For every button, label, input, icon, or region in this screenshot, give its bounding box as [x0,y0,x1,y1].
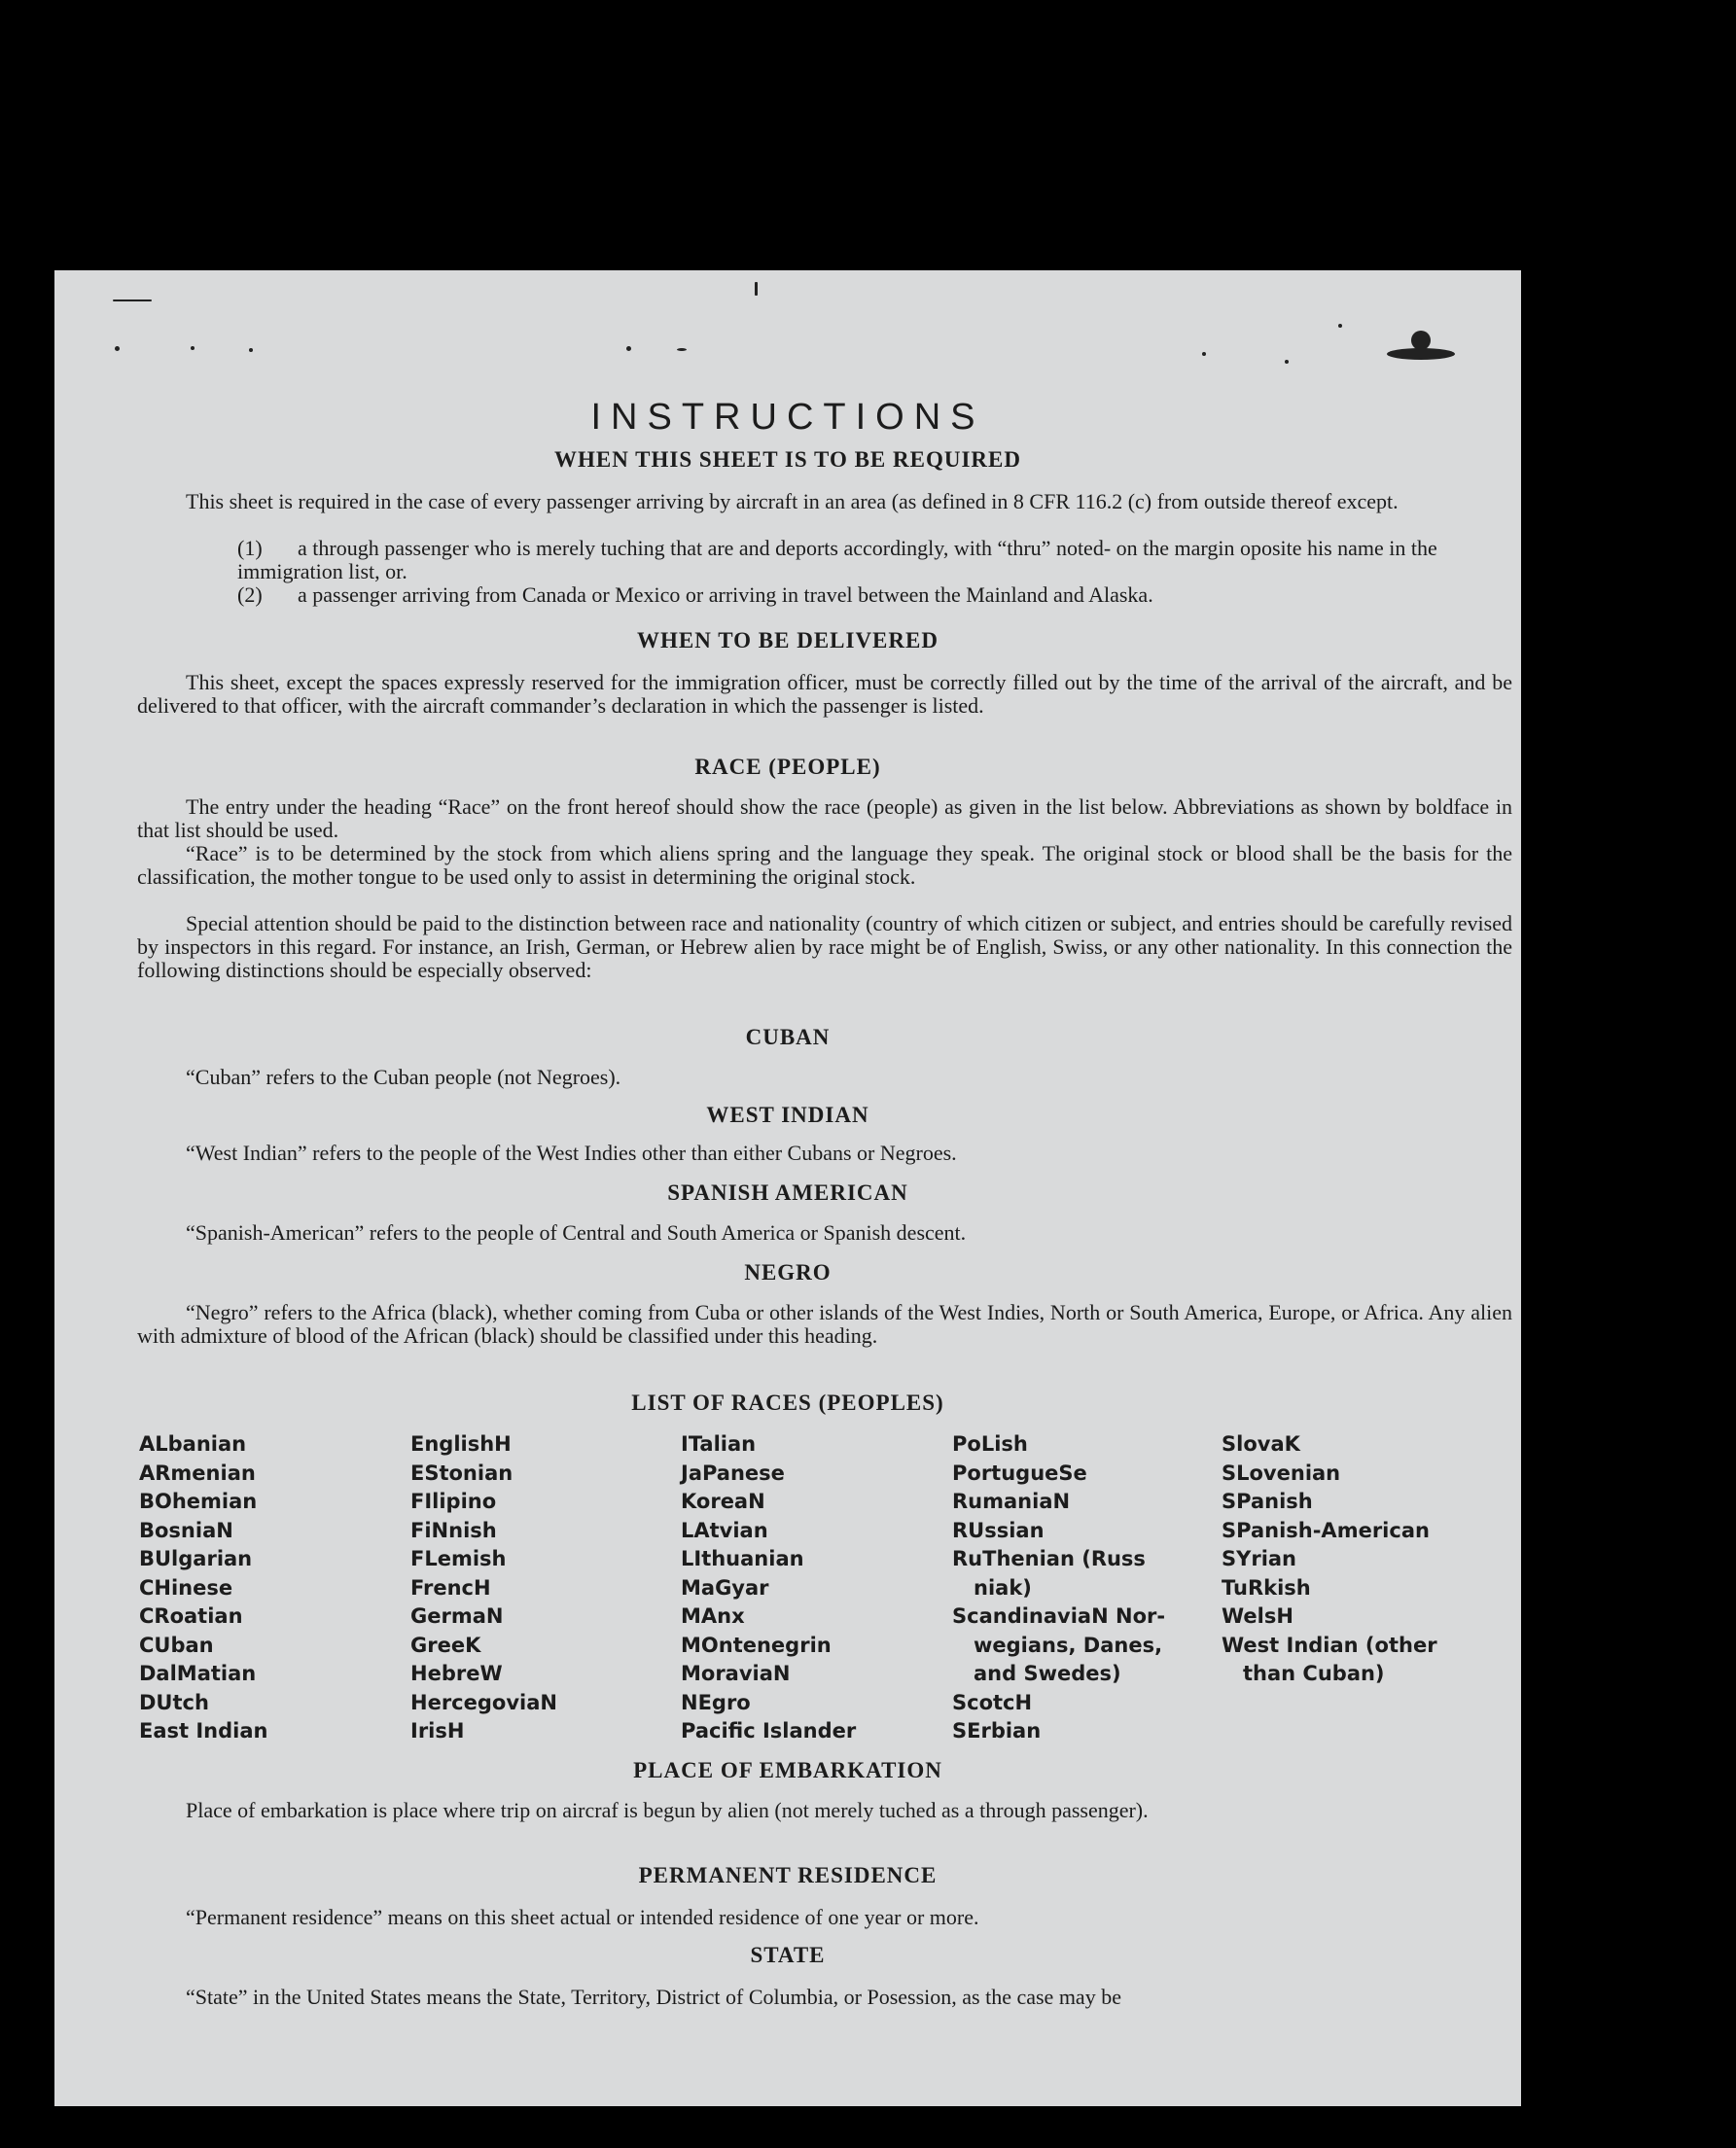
scan-speck [1202,352,1206,356]
heading-when-required: WHEN THIS SHEET IS TO BE REQUIRED [554,447,1021,472]
heading-west-indian: WEST INDIAN [706,1103,869,1127]
race-item: East Indian [139,1719,268,1743]
paragraph-race-1: The entry under the heading “Race” on the front hereof should show the race (people) as given in the list below. Abbreviations as shown by boldface in that list should be used. [137,794,1512,842]
heading-permanent-residence: PERMANENT RESIDENCE [638,1863,938,1887]
race-item: GermaN [410,1604,504,1628]
race-item: SPanish-American [1222,1518,1430,1542]
race-item: RuThenian (Russ [952,1547,1146,1570]
race-item: HercegoviaN [410,1690,557,1714]
race-item: RumaniaN [952,1490,1071,1513]
race-item: GreeK [410,1633,481,1657]
scan-speck [626,346,631,351]
item-text: a through passenger who is merely tuching that are and deports accordingly, with “thru” noted- on the margin oposite his name in the immigration list, or. [237,536,1437,583]
race-item: FiNnish [410,1518,497,1542]
race-column [410,1430,673,1746]
heading-list-of-races: LIST OF RACES (PEOPLES) [631,1391,944,1415]
race-item: FLemish [410,1547,507,1570]
paragraph-permanent-residence: “Permanent residence” means on this sheet actual or intended residence of one year or more. [186,1905,979,1929]
scan-speck [249,348,253,352]
race-item: LAtvian [681,1518,768,1542]
scan-speck [1285,360,1289,364]
race-item: HebreW [410,1662,503,1685]
race-item: BOhemian [139,1490,258,1513]
race-item: NEgro [681,1690,751,1714]
race-column [139,1430,402,1746]
race-item: ARmenian [139,1461,256,1485]
scan-speck [113,299,152,301]
page-title: INSTRUCTIONS [590,397,985,438]
race-item: BUlgarian [139,1547,253,1570]
race-item: ScotcH [952,1690,1033,1714]
scan-speck [677,348,687,351]
race-item: KoreaN [681,1490,765,1513]
race-item: EStonian [410,1461,514,1485]
race-item: CUban [139,1633,214,1657]
race-item: than Cuban) [1243,1662,1385,1685]
list-item [237,583,1511,607]
paragraph-state: “State” in the United States means the State, Territory, District of Columbia, or Posession, as the case may be [186,1985,1121,2009]
paragraph-when-delivered: This sheet, except the spaces expressly reserved for the immigration officer, must be correctly filled out by the time of the arrival of the aircraft, and be delivered to that officer, with the aircraft commander’s declaration in which the passenger is listed. [137,670,1512,718]
paragraph-embarkation: Place of embarkation is place where trip on aircraf is begun by alien (not merely tuched as a through passenger). [186,1798,1149,1822]
scan-speck [1338,324,1342,328]
paragraph-when-required: This sheet is required in the case of every passenger arriving by aircraft in an area (as defined in 8 CFR 116.2 (c) from outside thereof except. [186,489,1399,513]
race-item: DalMatian [139,1662,257,1685]
race-item: West Indian (other [1222,1633,1437,1657]
paragraph-negro: “Negro” refers to the Africa (black), whether coming from Cuba or other islands of the West Indies, North or South America, Europe, or Africa. Any alien with admixture of blood of the African (black) should be classified under this heading. [137,1300,1512,1348]
race-item: and Swedes) [974,1662,1121,1685]
race-item: TuRkish [1222,1575,1311,1600]
paragraph-race-2: “Race” is to be determined by the stock from which aliens spring and the language they speak. The original stock or blood shall be the basis for the classification, the mother tongue to be used only to assist in determining the original stock. [137,841,1512,889]
race-item: SPanish [1222,1490,1313,1513]
paragraph-west-indian: “West Indian” refers to the people of the West Indies other than either Cubans or Negroes. [186,1141,957,1165]
scan-speck [755,282,758,296]
instruction-sheet [54,270,1521,2106]
scan-speck [191,346,195,350]
item-number: (1) [237,536,263,560]
heading-negro: NEGRO [744,1260,832,1285]
race-column [681,1430,943,1746]
race-item: MAnx [681,1604,745,1628]
race-item: MoraviaN [681,1662,791,1685]
race-item: BosniaN [139,1518,233,1542]
race-item: PortugueSe [952,1461,1087,1485]
race-item: LIthuanian [681,1547,804,1570]
race-item: niak) [974,1575,1032,1600]
race-item: CHinese [139,1575,233,1600]
scan-speck [115,346,120,351]
race-item: JaPanese [681,1461,785,1485]
item-text: a passenger arriving from Canada or Mexico or arriving in travel between the Mainland and Alaska. [298,582,1153,607]
paragraph-spanish-american: “Spanish-American” refers to the people of Central and South America or Spanish descent. [186,1220,967,1245]
item-number: (2) [237,582,263,607]
race-item: Pacific Islander [681,1719,857,1743]
race-column [1222,1430,1484,1689]
race-item: MaGyar [681,1575,769,1600]
list-item [237,537,1511,583]
race-item: SErbian [952,1719,1042,1743]
race-item: SlovaK [1222,1432,1300,1456]
race-item: ScandinaviaN Nor- [952,1604,1166,1628]
paragraph-race-3: Special attention should be paid to the distinction between race and nationality (country of which citizen or subject, and entries should be carefully revised by inspectors in this regard. For instance, an Irish, German, or Hebrew alien by race might be of English, Swiss, or any other nationality. In this connection the following distinctions should be especially observed: [137,911,1512,982]
heading-cuban: CUBAN [745,1025,831,1049]
race-item: wegians, Danes, [974,1633,1163,1657]
race-column [952,1430,1215,1746]
heading-spanish-american: SPANISH AMERICAN [667,1180,908,1205]
race-item: DUtch [139,1690,209,1714]
heading-embarkation: PLACE OF EMBARKATION [633,1758,942,1782]
race-item: ALbanian [139,1432,247,1456]
race-item: SYrian [1222,1547,1297,1570]
race-item: IrisH [410,1719,465,1743]
race-item: RUssian [952,1518,1045,1542]
paragraph-cuban: “Cuban” refers to the Cuban people (not Negroes). [186,1065,621,1089]
heading-race: RACE (PEOPLE) [694,755,881,779]
race-item: EnglishH [410,1432,512,1456]
ink-blot [1411,331,1431,350]
race-item: WelsH [1222,1604,1293,1628]
race-item: FrencH [410,1575,491,1600]
heading-state: STATE [750,1943,826,1967]
race-item: ITalian [681,1432,757,1456]
heading-when-delivered: WHEN TO BE DELIVERED [637,628,939,652]
race-item: MOntenegrin [681,1633,832,1657]
race-item: PoLish [952,1432,1028,1456]
race-item: FIlipino [410,1490,497,1513]
race-item: CRoatian [139,1604,243,1628]
race-item: SLovenian [1222,1461,1341,1485]
